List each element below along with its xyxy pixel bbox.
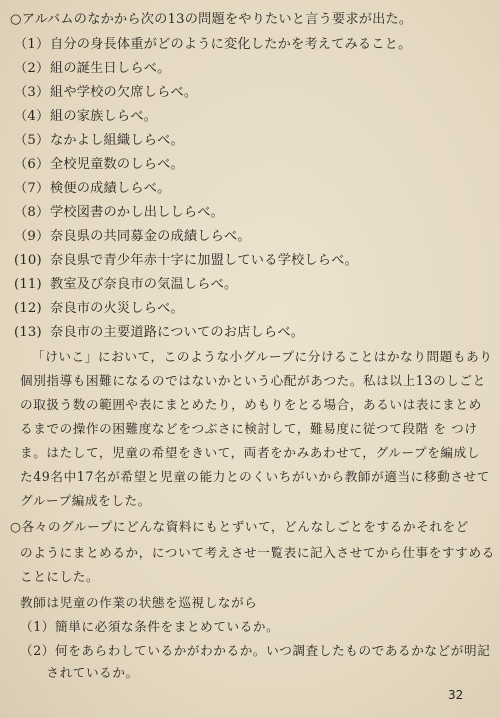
page-number: 32 (448, 688, 464, 702)
body-text-line: の取扱う数の範囲や表にまとめたり，めもりをとる場合，あるいは表にまとめ (20, 397, 482, 412)
list-item (14, 84, 197, 102)
list-item-text: 奈良県の共同募金の成績しらべ。 (50, 229, 251, 244)
list-item-text: 教室及び奈良市の気温しらべ。 (50, 277, 238, 292)
list-item-number: （2） (14, 61, 50, 76)
list-item-text: 検便の成績しらべ。 (50, 181, 171, 196)
list-item-text: 組の家族しらべ。 (50, 109, 158, 124)
list-item-text: 奈良市の主要道路についてのお店しらべ。 (50, 325, 305, 340)
page-heading: ○アルバムのなかから次の13の問題をやりたいと言う要求が出た。 (10, 12, 413, 27)
body-text-line: 教師は児童の作業の状態を巡視しながら (20, 595, 258, 610)
list-item (14, 132, 184, 150)
list-item-number: （4） (14, 109, 50, 124)
list-item-number: （1） (14, 37, 50, 52)
list-item (14, 60, 171, 78)
body-text-line: （2）何をあらわしているかがわかるか。いつ調査したものであるかなどが明記 (20, 643, 491, 658)
list-item (14, 180, 171, 198)
body-text-line: グループ編成をした。 (20, 493, 151, 508)
list-item-text: 組や学校の欠席しらべ。 (50, 85, 198, 100)
body-text-line: （1）簡単に必須な条件をまとめているか。 (20, 619, 280, 634)
body-text-line: のようにまとめるか，について考えさせ一覧表に記入させてから仕事をすすめる (20, 545, 495, 560)
body-text-line: 「けいこ」において，このような小グループに分けることはかなり問題もあり (32, 349, 493, 364)
list-item (14, 36, 411, 54)
list-item (14, 300, 184, 318)
list-item-text: 学校図書のかし出ししらべ。 (50, 205, 225, 220)
list-item-text: 自分の身長体重がどのように変化したかを考えてみること。 (50, 37, 412, 52)
list-item (14, 324, 304, 342)
body-text-line: た49名中17名が希望と児童の能力とのくいちがいから教師が適当に移動させて (20, 469, 490, 484)
list-item-text: 組の誕生日しらべ。 (50, 61, 171, 76)
list-item (14, 108, 157, 126)
list-item (14, 156, 184, 174)
body-text-line: るまでの操作の困難度などをつぶさに検討して，難易度に従つて段階 を つけ (20, 421, 478, 436)
body-text-line: ま。はたして，児童の希望をきいて，両者をかみあわせて，グループを編成し (20, 445, 481, 460)
list-item-text: 全校児童数のしらべ。 (50, 157, 184, 172)
list-item-number: （9） (14, 229, 50, 244)
list-item-number: （5） (14, 133, 50, 148)
list-item-text: 奈良県で青少年赤十字に加盟している学校しらべ。 (50, 253, 358, 268)
list-item-number: （7） (14, 181, 50, 196)
list-item-text: 奈良市の火災しらべ。 (50, 301, 184, 316)
list-item-number: (11) (14, 277, 42, 292)
body-text-line: 個別指導も困難になるのではないかという心配があつた。私は以上13のしごと (20, 373, 486, 388)
list-item (14, 228, 251, 246)
body-text-line: されているか。 (20, 665, 139, 680)
list-item-number: (13) (14, 325, 42, 340)
list-item (14, 276, 237, 294)
list-item-number: (12) (14, 301, 42, 316)
list-item-number: (10) (14, 253, 42, 268)
list-item-number: （8） (14, 205, 50, 220)
body-text-line: ことにした。 (20, 569, 100, 584)
body-text-line: ○各々のグループにどんな資料にもとずいて，どんなしごとをするかそれをど (10, 519, 469, 534)
list-item (14, 204, 224, 222)
list-item-number: （3） (14, 85, 50, 100)
list-item-text: なかよし組織しらべ。 (50, 133, 184, 148)
list-item (14, 252, 358, 270)
list-item-number: （6） (14, 157, 50, 172)
